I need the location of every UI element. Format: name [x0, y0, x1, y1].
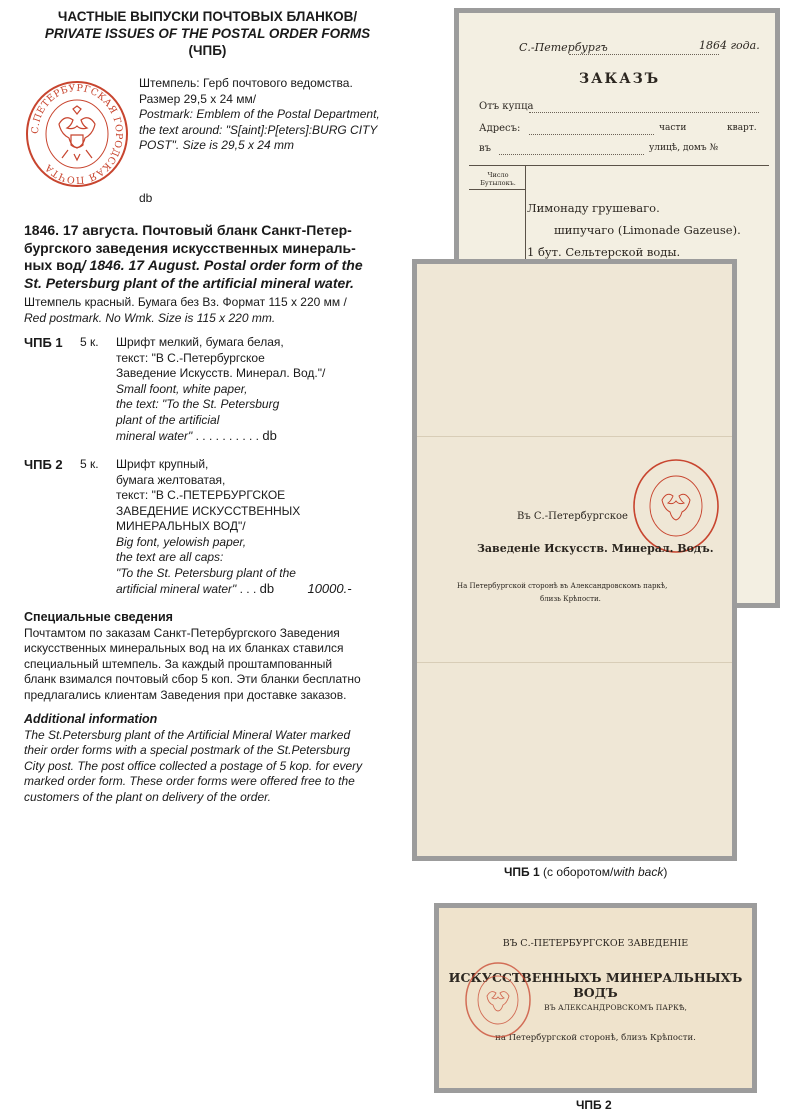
special-info: Специальные сведения Почтамтом по заказам Санкт-Петербургского Заведения искусственных минеральных вод на их бланках ставился специальный штемпель. За каждый проштампованный бланк взимался почтовый сбор 5 коп. Эти бланки бесплатно предлагались клиентам Заведения при доставке заказов.: [24, 610, 361, 702]
entry-code: ЧПБ 2: [24, 457, 63, 472]
caption-cpb2: ЧПБ 2: [576, 1098, 612, 1112]
entry-value: 5 к.: [80, 457, 99, 471]
title-en: PRIVATE ISSUES OF THE POSTAL ORDER FORMS: [44, 26, 371, 41]
issue-subheading: Штемпель красный. Бумага без Вз. Формат 115 х 220 мм / Red postmark. No Wmk. Size is 115 x 220 mm.: [24, 295, 347, 325]
red-postmark-icon: [463, 960, 533, 1040]
order-form-cpb2-image: ВЪ С.-ПЕТЕРБУРГСКОЕ ЗАВЕДЕНІЕ ИСКУССТВЕННЫХЪ МИНЕРАЛЬНЫХЪ ВОДЪ ВЪ АЛЕКСАНДРОВСКОМЪ ПАРКѢ, на Петербургской сторонѣ, близъ Крѣпости.: [434, 903, 757, 1093]
double-eagle-emblem: [59, 106, 95, 160]
postmark-description: Штемпель: Герб почтового ведомства. Размер 29,5 х 24 мм/ Postmark: Emblem of the Postal Department, the text around: "S[aint]:P[eters]:BURG CITY POST". Size is 29,5 x 24 mm: [139, 76, 380, 152]
entry-code: ЧПБ 1: [24, 335, 63, 350]
page-title: [20, 8, 395, 59]
entry-credit: db: [259, 581, 275, 596]
caption-cpb1: ЧПБ 1 (с оборотом/with back): [504, 865, 668, 879]
order-form-back-image: С.-Петербургъ 1864 года. ЗАКАЗЪ Отъ купца Адресъ: части кварт. въ улицѣ, домъ № Число Бутылокъ. Лимонаду грушеваго. шипучаго (Limonade Gazeuse). 1 бут. Сельтерской воды.: [454, 8, 780, 608]
stamp-arc-text: С.ПЕТЕРБУРГСКАЯ ГОРОДСКАЯ ПОЧТА: [29, 82, 125, 186]
postmark-image: [24, 80, 130, 188]
title-abbr: (ЧПБ): [188, 43, 227, 58]
red-postmark-icon: [631, 456, 721, 556]
postmark-credit: db: [139, 191, 153, 205]
order-form-front-image: Въ С.-Петербургское Заведеніе Искусств. Минерал. Водъ. На Петербургской сторонѣ въ Александровскомъ паркѣ, близь Крѣпости.: [412, 259, 737, 861]
additional-info: Additional information The St.Petersburg plant of the Artificial Mineral Water marked their order forms with a special postmark of the St.Petersburg City post. The post office collected a postage of 5 kop. for every marked order form. These order forms were offered free to the customers of the plant on delivery of the order.: [24, 712, 363, 804]
title-ru: ЧАСТНЫЕ ВЫПУСКИ ПОЧТОВЫХ БЛАНКОВ/: [57, 9, 358, 24]
issue-heading: 1846. 17 августа. Почтовый бланк Санкт-Петер- бургского заведения искусственных минераль- ных вод/ 1846. 17 August. Postal order form of the St. Petersburg plant of the artificial mineral water.: [24, 222, 363, 291]
svg-text:С.ПЕТЕРБУРГСКАЯ ГОРОДСКАЯ ПОЧТ: [30, 83, 124, 185]
entry-price: 10000.-: [307, 581, 352, 596]
order-form-title: ЗАКАЗЪ: [579, 71, 661, 87]
entry-value: 5 к.: [80, 335, 99, 349]
entry-credit: db: [262, 428, 277, 443]
